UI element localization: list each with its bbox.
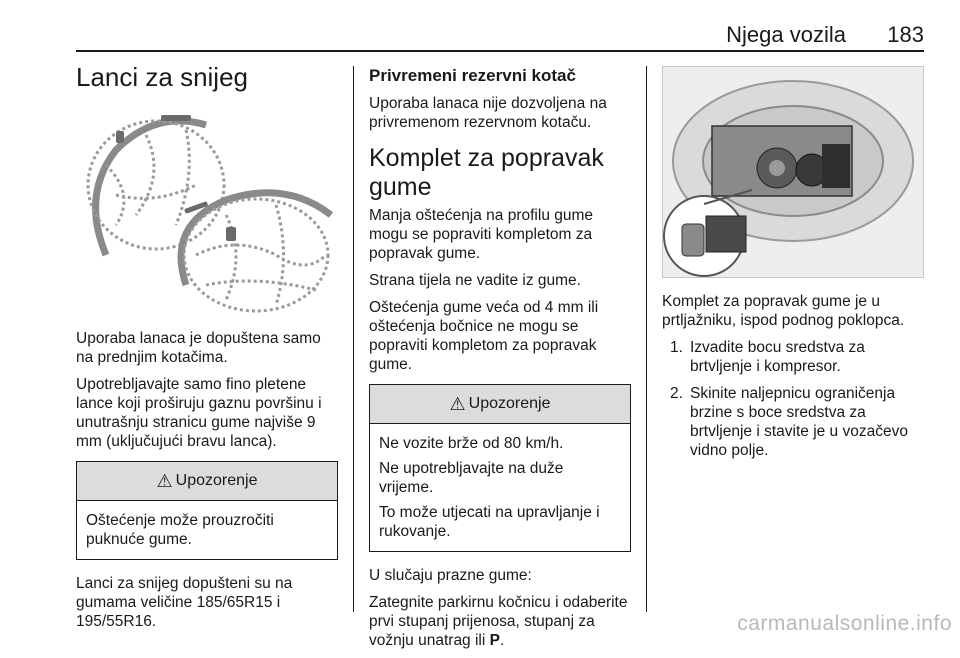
warning-header bbox=[370, 385, 630, 424]
paragraph: Strana tijela ne vadite iz gume. bbox=[369, 272, 581, 289]
heading-temporary-spare: Privremeni rezervni kotač bbox=[369, 66, 576, 85]
paragraph: Upotrebljavajte samo fino pletene lance koji proširuju gaznu površinu i unutrašnju stranicu gume najviše 9 mm (uključujući bravu lanca). bbox=[76, 376, 322, 450]
warning-text: Ne vozite brže od 80 km/h. bbox=[379, 435, 564, 452]
paragraph: Zategnite parkirnu kočnicu i odaberite prvi stupanj prijenosa, stupanj za vožnju unatrag ili P. bbox=[369, 594, 628, 649]
warning-title: Upozorenje bbox=[468, 395, 551, 412]
warning-icon: ⚠ bbox=[449, 393, 466, 414]
warning-header bbox=[77, 462, 337, 501]
section-title: Njega vozila bbox=[726, 22, 846, 47]
steps-list bbox=[662, 338, 924, 460]
heading-tyre-repair-kit: Komplet za popravak gume bbox=[369, 144, 604, 201]
warning-text: Ne upotrebljavajte na duže vrijeme. bbox=[379, 460, 564, 496]
paragraph: Komplet za popravak gume je u prtljažniku, ispod podnog poklopca. bbox=[662, 293, 905, 329]
warning-icon: ⚠ bbox=[156, 470, 173, 491]
column-divider-2 bbox=[646, 66, 647, 612]
column-3 bbox=[662, 62, 924, 468]
column-1 bbox=[76, 62, 338, 639]
warning-text: To može utjecati na upravljanje i rukovanje. bbox=[379, 504, 600, 540]
warning-box bbox=[76, 461, 338, 560]
heading-snow-chains: Lanci za snijeg bbox=[76, 62, 248, 92]
paragraph: Manja oštećenja na profilu gume mogu se popraviti kompletom za popravak gume. bbox=[369, 207, 594, 262]
warning-box bbox=[369, 384, 631, 552]
warning-text: Oštećenje može prouzročiti puknuće gume. bbox=[86, 512, 274, 548]
repair-kit-illustration bbox=[662, 66, 924, 278]
column-2 bbox=[369, 62, 631, 658]
paragraph: Uporaba lanaca je dopuštena samo na prednjim kotačima. bbox=[76, 330, 321, 366]
page-number: 183 bbox=[887, 22, 924, 47]
list-item: 1. Izvadite bocu sredstva za brtvljenje i kompresor. bbox=[670, 339, 865, 375]
warning-title: Upozorenje bbox=[175, 472, 258, 489]
page-header bbox=[0, 0, 960, 62]
paragraph: Lanci za snijeg dopušteni su na gumama veličine 185/65R15 i 195/55R16. bbox=[76, 575, 293, 630]
list-item: 2. Skinite naljepnicu ograničenja brzine s boce sredstva za brtvljenje i stavite je u vozačevo vidno polje. bbox=[670, 385, 908, 459]
watermark: carmanualsonline.info bbox=[737, 612, 952, 635]
snow-chains-illustration bbox=[76, 105, 338, 317]
paragraph: Uporaba lanaca nije dozvoljena na privremenom rezervnom kotaču. bbox=[369, 95, 607, 131]
header-rule bbox=[76, 50, 924, 52]
paragraph: U slučaju prazne gume: bbox=[369, 567, 532, 584]
column-divider-1 bbox=[353, 66, 354, 612]
paragraph: Oštećenja gume veća od 4 mm ili oštećenja bočnice ne mogu se popraviti kompletom za popravak gume. bbox=[369, 299, 599, 373]
